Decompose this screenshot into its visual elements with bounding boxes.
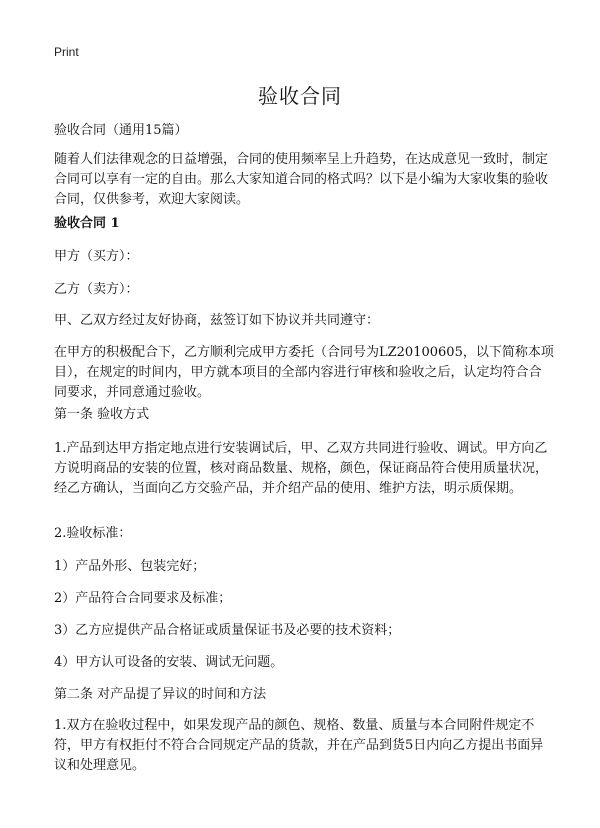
article-2-paragraph-1: 1.双方在验收过程中，如果发现产品的颜色、规格、数量、质量与本合同附件规定不符，甲方有权拒付不符合合同规定产品的货款，并在产品到货5日内向乙方提出书面异议和处理意见。 (54, 718, 544, 773)
background-paragraph: 在甲方的积极配合下，乙方顺利完成甲方委托（合同号为LZ20100605，以下简称本项目），在规定的时间内，甲方就本项目的全部内容进行审核和验收之后，认定均符合合同要求，并同意通过验收。 (54, 345, 554, 400)
article-1-paragraph-2: 2.验收标准： (54, 526, 132, 541)
party-b-line: 乙方（卖方）： (54, 282, 139, 297)
article-2-title: 第二条 对产品提了异议的时间和方法 (54, 687, 267, 702)
page-title: 验收合同 (258, 84, 342, 108)
print-link[interactable]: Print (54, 45, 79, 59)
article-1-paragraph-1: 1.产品到达甲方指定地点进行安装调试后，甲、乙双方共同进行验收、调试。甲方向乙方说明商品的安装的位置，核对商品数量、规格，颜色，保证商品符合使用质量状况，经乙方确认，当面向乙方交验产品，并介绍产品的使用、维护方法，明示质保期。 (54, 441, 549, 496)
agreement-line: 甲、乙双方经过友好协商，兹签订如下协议并共同遵守： (54, 313, 380, 328)
standard-item-4: 4）甲方认可设备的安装、调试无问题。 (54, 655, 284, 670)
article-1-title: 第一条 验收方式 (54, 407, 150, 422)
standard-item-1: 1）产品外形、包装完好； (54, 559, 206, 574)
standard-item-3: 3）乙方应提供产品合格证或质量保证书及必要的技术资料； (54, 623, 401, 638)
document-subtitle: 验收合同（通用15篇） (54, 123, 188, 138)
party-a-line: 甲方（买方）： (54, 249, 139, 264)
standard-item-2: 2）产品符合合同要求及标准； (54, 591, 232, 606)
section-heading: 验收合同 1 (54, 216, 120, 231)
intro-paragraph: 随着人们法律观念的日益增强，合同的使用频率呈上升趋势，在达成意见一致时，制定合同可以享有一定的自由。那么大家知道合同的格式吗？以下是小编为大家收集的验收合同，仅供参考，欢迎大家阅读。 (54, 152, 549, 207)
